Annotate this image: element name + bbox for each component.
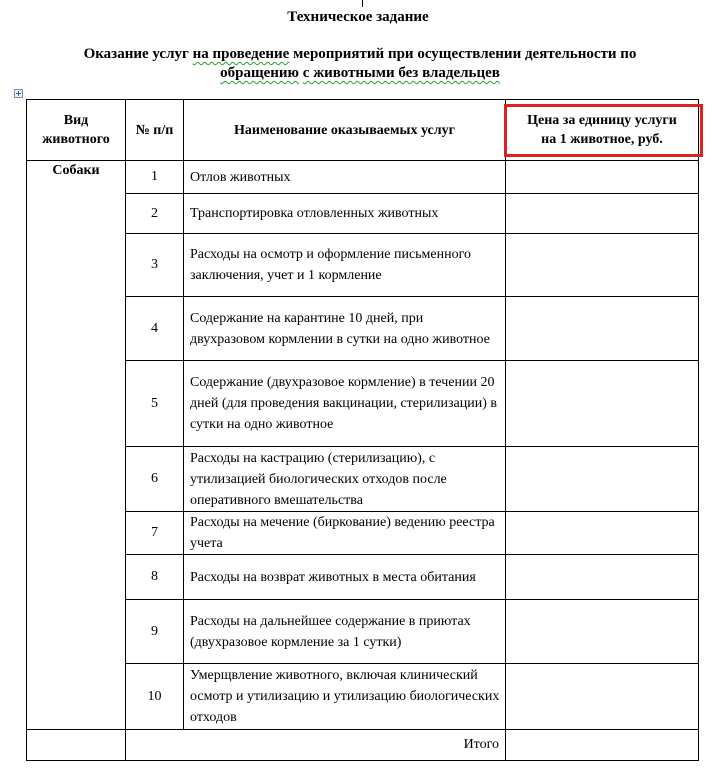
service-name[interactable]: Расходы на возврат животных в места обитания bbox=[184, 555, 506, 600]
row-number: 5 bbox=[126, 361, 184, 447]
subtitle-part-1: Оказание услуг bbox=[83, 46, 189, 62]
header-service-name: Наименование оказываемых услуг bbox=[184, 100, 506, 161]
service-name[interactable]: Умерщвление животного, включая клинический осмотр и утилизацию и утилизацию биологических отходов bbox=[184, 664, 506, 730]
row-number: 1 bbox=[126, 161, 184, 194]
service-name[interactable]: Расходы на мечение (биркование) ведению реестра учета bbox=[184, 512, 506, 555]
total-empty-cell bbox=[27, 730, 126, 761]
table-row bbox=[27, 664, 699, 730]
table-row bbox=[27, 161, 699, 194]
text-cursor bbox=[362, 0, 363, 7]
total-value-cell[interactable] bbox=[506, 730, 699, 761]
price-cell[interactable] bbox=[506, 664, 699, 730]
header-unit-price: Цена за единицу услуги на 1 животное, руб. bbox=[506, 100, 699, 161]
services-table bbox=[26, 99, 699, 761]
total-row bbox=[27, 730, 699, 761]
row-number: 7 bbox=[126, 512, 184, 555]
price-cell[interactable] bbox=[506, 297, 699, 361]
price-cell[interactable] bbox=[506, 555, 699, 600]
row-number: 6 bbox=[126, 447, 184, 512]
price-cell[interactable] bbox=[506, 234, 699, 297]
service-name[interactable]: Отлов животных bbox=[184, 161, 506, 194]
price-cell[interactable] bbox=[506, 361, 699, 447]
price-cell[interactable] bbox=[506, 512, 699, 555]
table-header-row bbox=[27, 100, 699, 161]
row-number: 2 bbox=[126, 194, 184, 234]
row-number: 4 bbox=[126, 297, 184, 361]
price-cell[interactable] bbox=[506, 194, 699, 234]
subtitle-part-3: мероприятий при осуществлении деятельности по bbox=[293, 46, 637, 62]
table-row bbox=[27, 361, 699, 447]
table-row bbox=[27, 447, 699, 512]
document-subtitle bbox=[60, 45, 660, 83]
subtitle-part-4: обращению bbox=[220, 65, 300, 81]
header-row-number: № п/п bbox=[126, 100, 184, 161]
document-title: Техническое задание bbox=[287, 9, 429, 25]
row-number: 9 bbox=[126, 600, 184, 664]
row-number: 3 bbox=[126, 234, 184, 297]
subtitle-part-5: с животными без владельцев bbox=[302, 65, 500, 81]
price-cell[interactable] bbox=[506, 447, 699, 512]
service-name[interactable]: Содержание на карантине 10 дней, при двухразовом кормлении в сутки на одно животное bbox=[184, 297, 506, 361]
table-row bbox=[27, 512, 699, 555]
table-row bbox=[27, 555, 699, 600]
table-row bbox=[27, 194, 699, 234]
table-row bbox=[27, 600, 699, 664]
header-animal-type: Вид животного bbox=[27, 100, 126, 161]
row-number: 8 bbox=[126, 555, 184, 600]
table-row bbox=[27, 297, 699, 361]
table-move-handle-icon[interactable] bbox=[14, 89, 23, 98]
service-name[interactable]: Расходы на осмотр и оформление письменного заключения, учет и 1 кормление bbox=[184, 234, 506, 297]
price-cell[interactable] bbox=[506, 600, 699, 664]
animal-type-cell: Собаки bbox=[27, 161, 126, 730]
row-number: 10 bbox=[126, 664, 184, 730]
total-label: Итого bbox=[126, 730, 506, 761]
service-name[interactable]: Содержание (двухразовое кормление) в течении 20 дней (для проведения вакцинации, стерилизации) в сутки на одно животное bbox=[184, 361, 506, 447]
service-name[interactable]: Расходы на дальнейшее содержание в приютах (двухразовое кормление за 1 сутки) bbox=[184, 600, 506, 664]
service-name[interactable]: Расходы на кастрацию (стерилизацию), с утилизацией биологических отходов после оперативного вмешательства bbox=[184, 447, 506, 512]
table-row bbox=[27, 234, 699, 297]
price-cell[interactable] bbox=[506, 161, 699, 194]
service-name[interactable]: Транспортировка отловленных животных bbox=[184, 194, 506, 234]
subtitle-part-2: на проведение bbox=[192, 46, 290, 62]
